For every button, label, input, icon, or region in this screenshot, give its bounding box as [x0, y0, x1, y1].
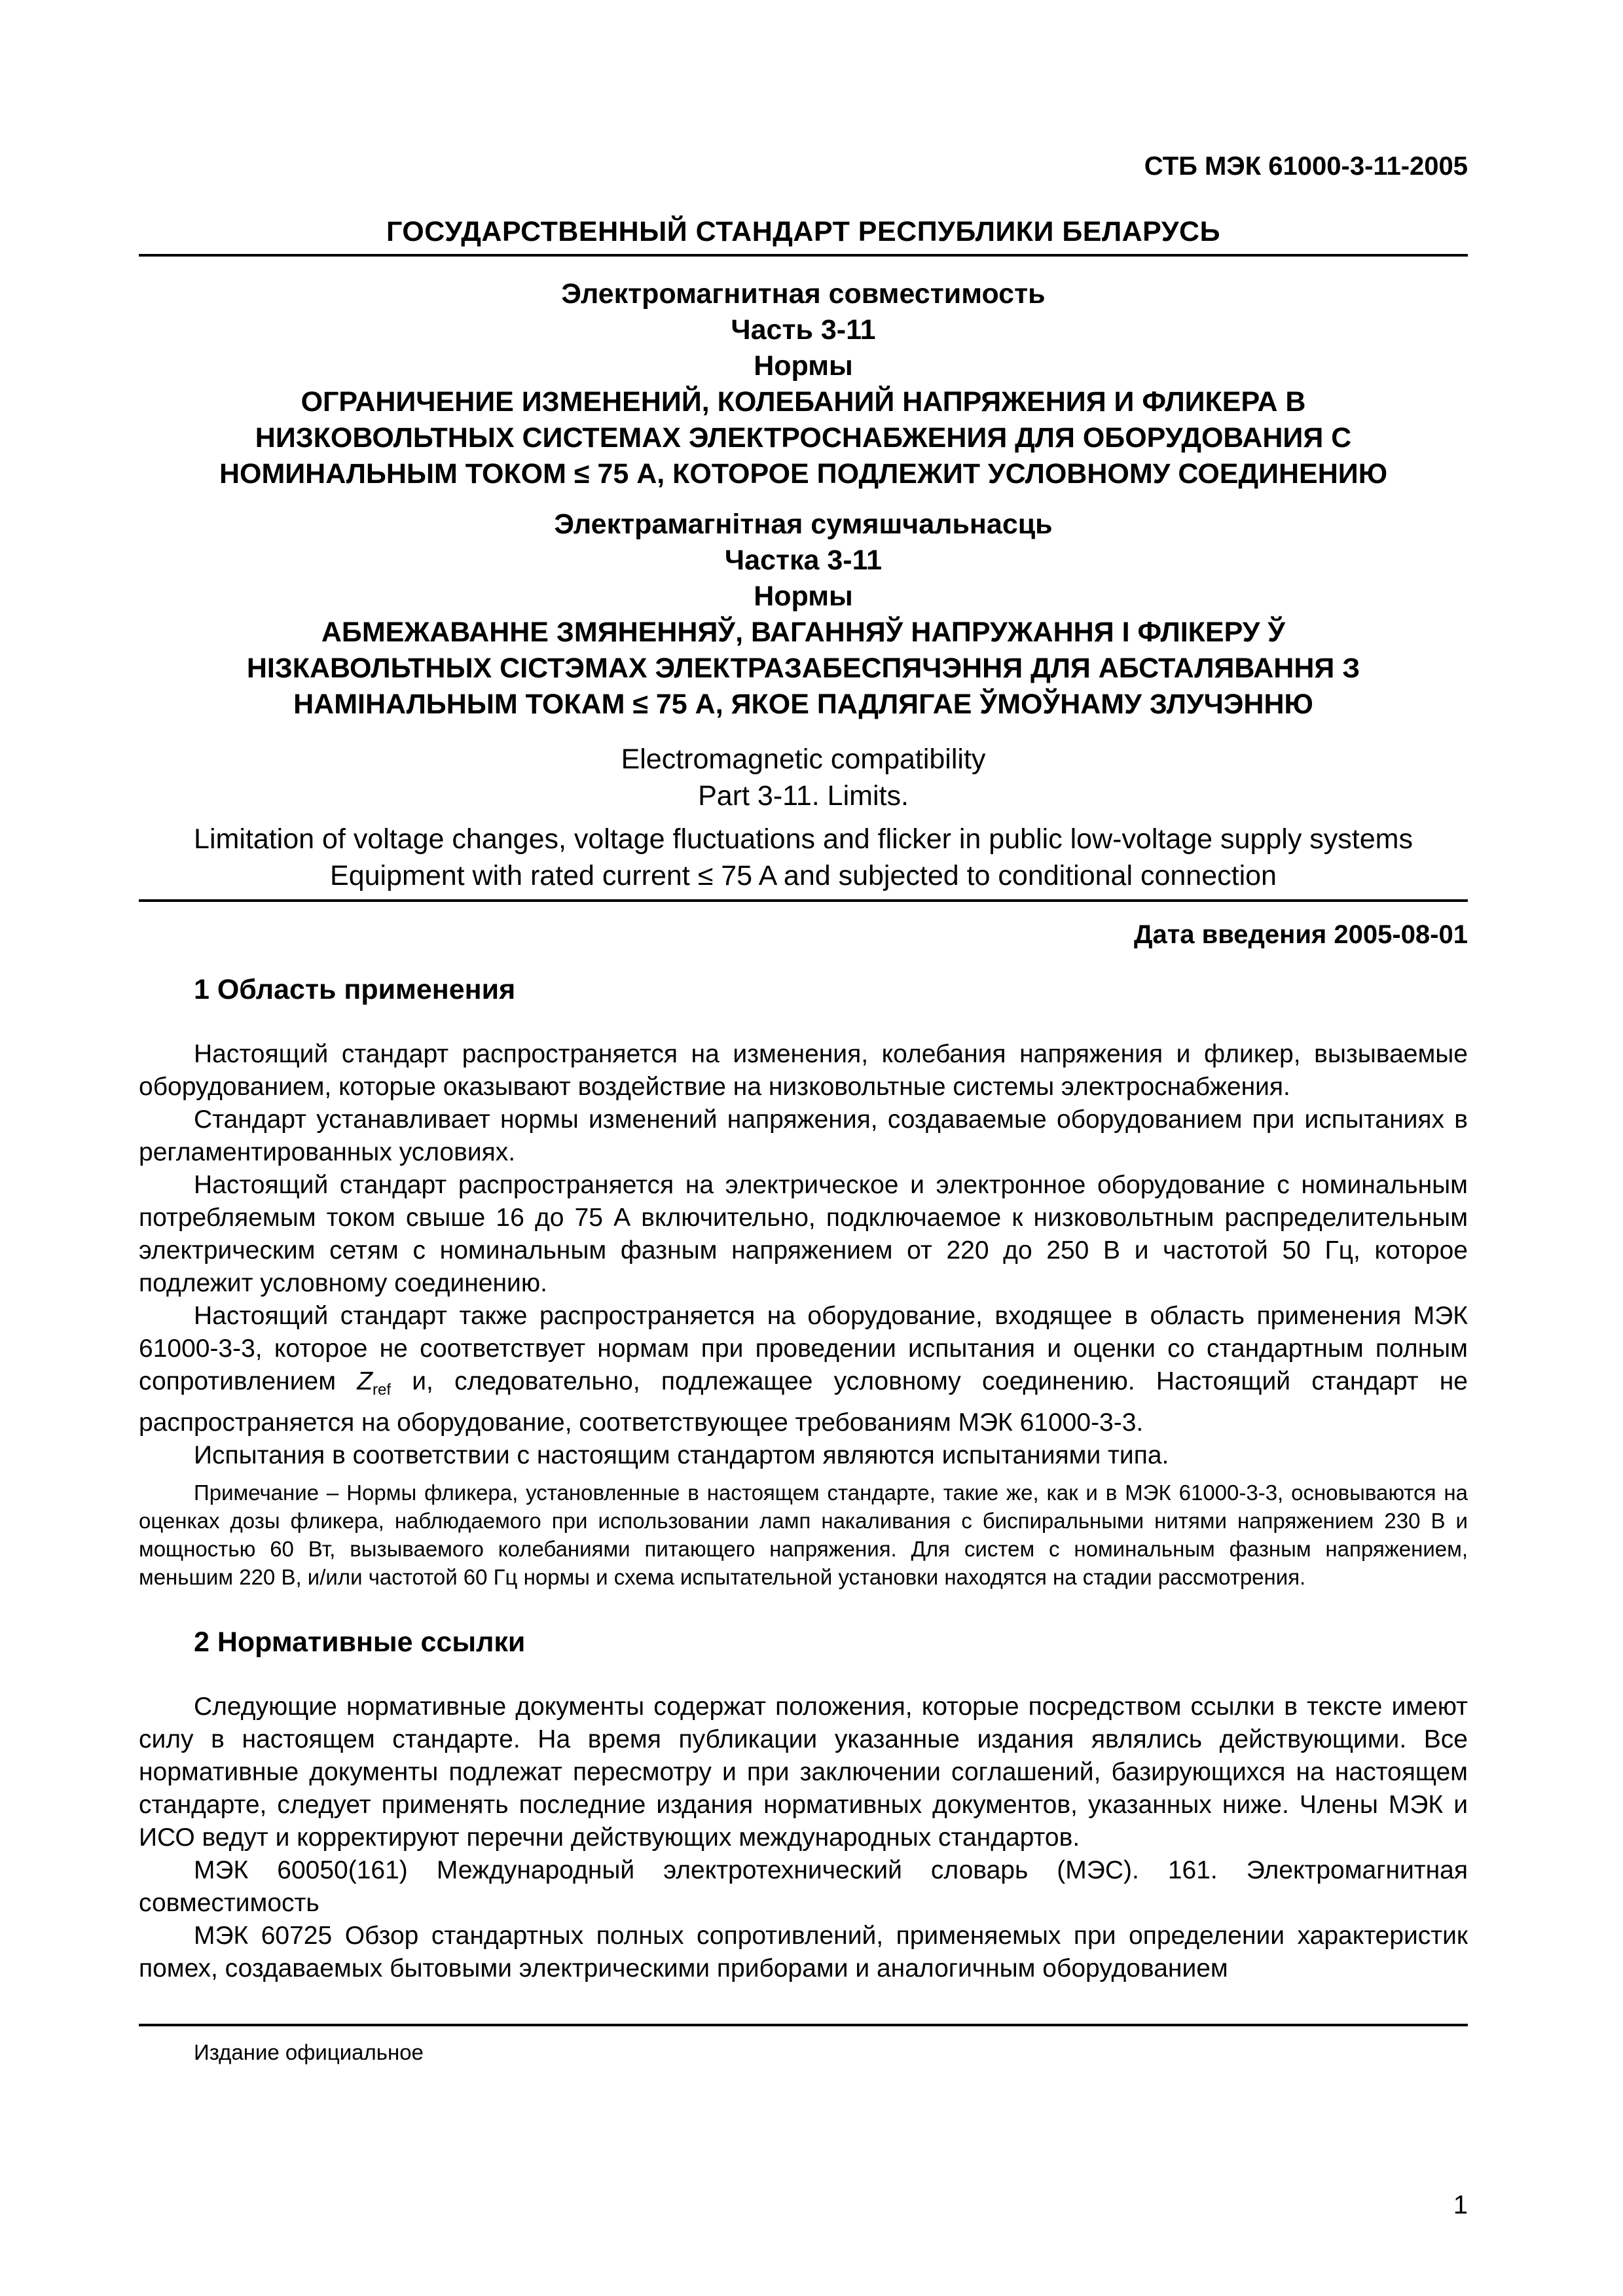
section-1-paragraph: Испытания в соответствии с настоящим стандартом являются испытаниями типа.	[194, 1441, 1169, 1469]
title-ru-line: Электромагнитная совместимость	[561, 278, 1046, 310]
title-en-line: Limitation of voltage changes, voltage fluctuations and flicker in public low-voltage supply systems	[194, 823, 1413, 855]
title-by-line: АБМЕЖАВАННЕ ЗМЯНЕННЯЎ, ВАГАННЯЎ НАПРУЖАННЯ І ФЛІКЕРУ Ў	[321, 617, 1286, 648]
page-number: 1	[1453, 2191, 1468, 2219]
section-1-paragraph: Настоящий стандарт распространяется на электрическое и электронное оборудование с номинальным потребляемым током свыше 16 до 75 А включительно, подключаемое к низковольтным распределительным электрическим сетям с номинальным фазным напряжением от 220 до 250 В и частотой 50 Гц, которое подлежит условному соединению.	[139, 1171, 1468, 1297]
title-by-line: Нормы	[754, 581, 853, 612]
section-1-paragraph: Стандарт устанавливает нормы изменений напряжения, создаваемые оборудованием при испытаниях в регламентированных условиях.	[139, 1105, 1468, 1166]
standard-code: СТБ МЭК 61000-3-11-2005	[1144, 152, 1468, 181]
document-page	[139, 151, 1468, 1985]
title-en-line: Part 3-11. Limits.	[698, 780, 909, 812]
title-by-line: НАМІНАЛЬНЫМ ТОКАМ ≤ 75 А, ЯКОЕ ПАДЛЯГАЕ ЎМОЎНАМУ ЗЛУЧЭННЮ	[293, 689, 1313, 720]
title-en-line: Electromagnetic compatibility	[621, 744, 986, 775]
section-1-paragraph: Настоящий стандарт распространяется на изменения, колебания напряжения и фликер, вызываемые оборудованием, которые оказывают воздействие на низковольтные системы электроснабжения.	[139, 1040, 1468, 1101]
section-2-paragraph: Следующие нормативные документы содержат положения, которые посредством ссылки в тексте имеют силу в настоящем стандарте. На время публикации указанные издания являлись действующими. Все нормативные документы подлежат пересмотру и при заключении соглашений, базирующихся на настоящем стандарте, следует применять последние издания нормативных документов, указанных ниже. Члены МЭК и ИСО ведут и корректируют перечни действующих международных стандартов.	[139, 1693, 1468, 1852]
title-divider	[139, 899, 1468, 902]
edition-note: Издание официальное	[194, 2040, 424, 2064]
introduction-date: Дата введения 2005-08-01	[1133, 920, 1468, 949]
section-1-heading: 1 Область применения	[194, 974, 516, 1005]
title-by-line: Частка 3-11	[724, 545, 883, 576]
section-2-paragraph: МЭК 60725 Обзор стандартных полных сопротивлений, применяемых при определении характеристик помех, создаваемых бытовыми электрическими приборами и аналогичным оборудованием	[139, 1922, 1468, 1982]
impedance-symbol: Z	[357, 1367, 373, 1395]
footer-divider	[139, 2024, 1468, 2026]
title-en	[139, 741, 1468, 894]
paragraph-text: и, следовательно, подлежащее условному соединению. Настоящий стандарт не распространяется на оборудование, соответствующее требованиям МЭК 61000-3-3.	[139, 1367, 1468, 1437]
section-2-paragraph: МЭК 60050(161) Международный электротехнический словарь (МЭС). 161. Электромагнитная совместимость	[139, 1856, 1468, 1917]
paragraph-text: Настоящий стандарт также распространяется на оборудование, входящее в область применения МЭК 61000-3-3, которое не соответствует нормам при проведении испытания и оценки со стандартным полным сопротивлением	[139, 1302, 1468, 1395]
title-ru-line: НИЗКОВОЛЬТНЫХ СИСТЕМАХ ЭЛЕКТРОСНАБЖЕНИЯ ДЛЯ ОБОРУДОВАНИЯ С	[255, 422, 1352, 454]
title-ru-line: Часть 3-11	[731, 314, 876, 346]
title-ru-line: ОГРАНИЧЕНИЕ ИЗМЕНЕНИЙ, КОЛЕБАНИЙ НАПРЯЖЕНИЯ И ФЛИКЕРА В	[301, 386, 1306, 418]
gov-title: ГОСУДАРСТВЕННЫЙ СТАНДАРТ РЕСПУБЛИКИ БЕЛАРУСЬ	[386, 216, 1221, 247]
title-ru-line: Нормы	[754, 350, 853, 382]
title-en-line: Equipment with rated current ≤ 75 A and subjected to conditional connection	[330, 860, 1277, 891]
section-2-heading: 2 Нормативные ссылки	[194, 1626, 526, 1658]
title-by-line: Электрамагнітная сумяшчальнасць	[554, 509, 1053, 540]
title-by-line: НІЗКАВОЛЬТНЫХ СІСТЭМАХ ЭЛЕКТРАЗАБЕСПЯЧЭННЯ ДЛЯ АБСТАЛЯВАННЯ З	[246, 653, 1360, 684]
header-divider	[139, 254, 1468, 257]
title-ru-line: НОМИНАЛЬНЫМ ТОКОМ ≤ 75 А, КОТОРОЕ ПОДЛЕЖИТ УСЛОВНОМУ СОЕДИНЕНИЮ	[219, 458, 1388, 490]
section-1-note: Примечание – Нормы фликера, установленные в настоящем стандарте, такие же, как и в МЭК 61000-3-3, основываются на оценках дозы фликера, наблюдаемого при использовании ламп накаливания с биспиральными нитями напряжением 230 В и мощностью 60 Вт, вызываемого колебаниями питающего напряжения. Для систем с номинальным фазным напряжением, меньшим 220 В, и/или частотой 60 Гц нормы и схема испытательной установки находятся на стадии рассмотрения.	[139, 1480, 1468, 1589]
section-1-paragraph	[139, 1300, 1468, 1439]
impedance-subscript: ref	[373, 1381, 392, 1399]
title-ru	[139, 276, 1468, 723]
